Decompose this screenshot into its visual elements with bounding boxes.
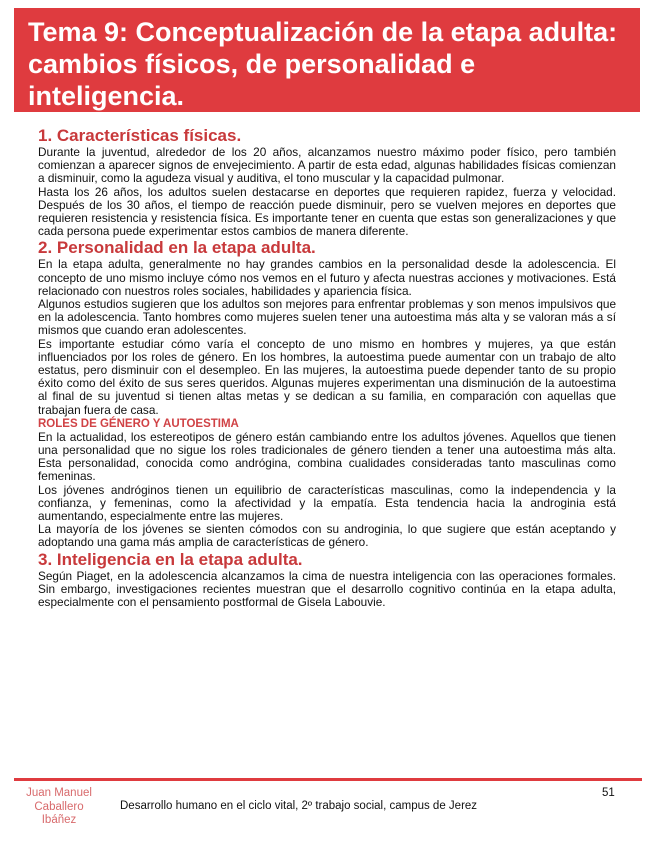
paragraph: Algunos estudios sugieren que los adultos son mejores para enfrentar problemas y son menos impulsivos que en la adolescencia. Tanto hombres como mujeres suelen tener una autoestima más alta y se valoran más a sí mismos que cuando eran adolescentes. [38,297,616,338]
author-line: Ibáñez [41,814,77,826]
author-line: Juan Manuel [26,787,92,799]
paragraph: En la etapa adulta, generalmente no hay grandes cambios en la personalidad desde la adolescencia. El concepto de uno mismo incluye cómo nos vemos en el futuro y afecta nuestras acciones y motivaciones. Está relacionado con nuestros roles sociales, habilidades y apariencia física. [38,257,616,298]
paragraph: Durante la juventud, alrededor de los 20 años, alcanzamos nuestro máximo poder físico, pero también comienzan a aparecer signos de envejecimiento. A partir de esta edad, algunas habilidades físicas comienzan a disminuir, como la agudeza visual y auditiva, el tono muscular y la capacidad pulmonar. [38,145,616,186]
page-number: 51 [602,787,615,799]
footer-course: Desarrollo humano en el ciclo vital, 2º trabajo social, campus de Jerez [120,800,478,812]
document-body [38,126,616,609]
paragraph: Hasta los 26 años, los adultos suelen destacarse en deportes que requieren rapidez, fuerza y velocidad. Después de los 30 años, el tiempo de reacción puede disminuir, pero se vuelven mejores en deportes que requieren resistencia y resistencia física. Es importante tener en cuenta que estas son generalizaciones y que cada persona puede experimentar estos cambios de manera diferente. [38,184,616,239]
page-title: Tema 9: Conceptualización de la etapa adulta: cambios físicos, de personalidad e inteligencia. [28,17,618,111]
section-heading-fisicas: 1. Características físicas. [38,126,242,145]
paragraph: Es importante estudiar cómo varía el concepto de uno mismo en hombres y mujeres, ya que están influenciados por los roles de género. En los hombres, la autoestima puede aumentar con un trabajo de alto estatus, pero disminuir con el desempleo. En las mujeres, la autoestima puede depender tanto de su propio éxito como del éxito de sus seres queridos. Algunas mujeres experimentan una disminución de la autoestima al final de su juventud si tienen altas metas y se dedican a su familia, en comparación con aquellas que trabajan fuera de casa. [38,336,616,417]
footer-divider [14,778,642,781]
author-line: Caballero [34,800,84,813]
subheading-roles-genero: ROLES DE GÉNERO Y AUTOESTIMA [38,417,239,430]
paragraph: Los jóvenes andróginos tienen un equilibrio de características masculinas, como la independencia y la confianza, y femeninas, como la afectividad y la empatía. Esta tendencia hacia la androginia está aumentando, especialmente entre las mujeres. [38,482,616,524]
section-heading-personalidad: 2. Personalidad en la etapa adulta. [38,238,316,258]
paragraph: Según Piaget, en la adolescencia alcanzamos la cima de nuestra inteligencia con las operaciones formales. Sin embargo, investigaciones recientes muestran que el desarrollo cognitivo continúa en la etapa adulta, especialmente con el pensamiento postformal de Gisela Labouvie. [38,568,616,610]
title-banner [14,8,640,112]
section-heading-inteligencia: 3. Inteligencia en la etapa adulta. [38,549,303,569]
paragraph: La mayoría de los jóvenes se sienten cómodos con su androginia, lo que sugiere que están aceptando y adoptando una gama más amplia de características de género. [38,522,616,550]
paragraph: En la actualidad, los estereotipos de género están cambiando entre los adultos jóvenes. Aquellos que tienen una personalidad que no sigue los roles tradicionales de género tienden a tener una autoestima más alta. Esta personalidad, conocida como andrógina, combina cualidades consideradas tanto masculinas como femeninas. [38,429,616,484]
footer-author [14,787,104,828]
